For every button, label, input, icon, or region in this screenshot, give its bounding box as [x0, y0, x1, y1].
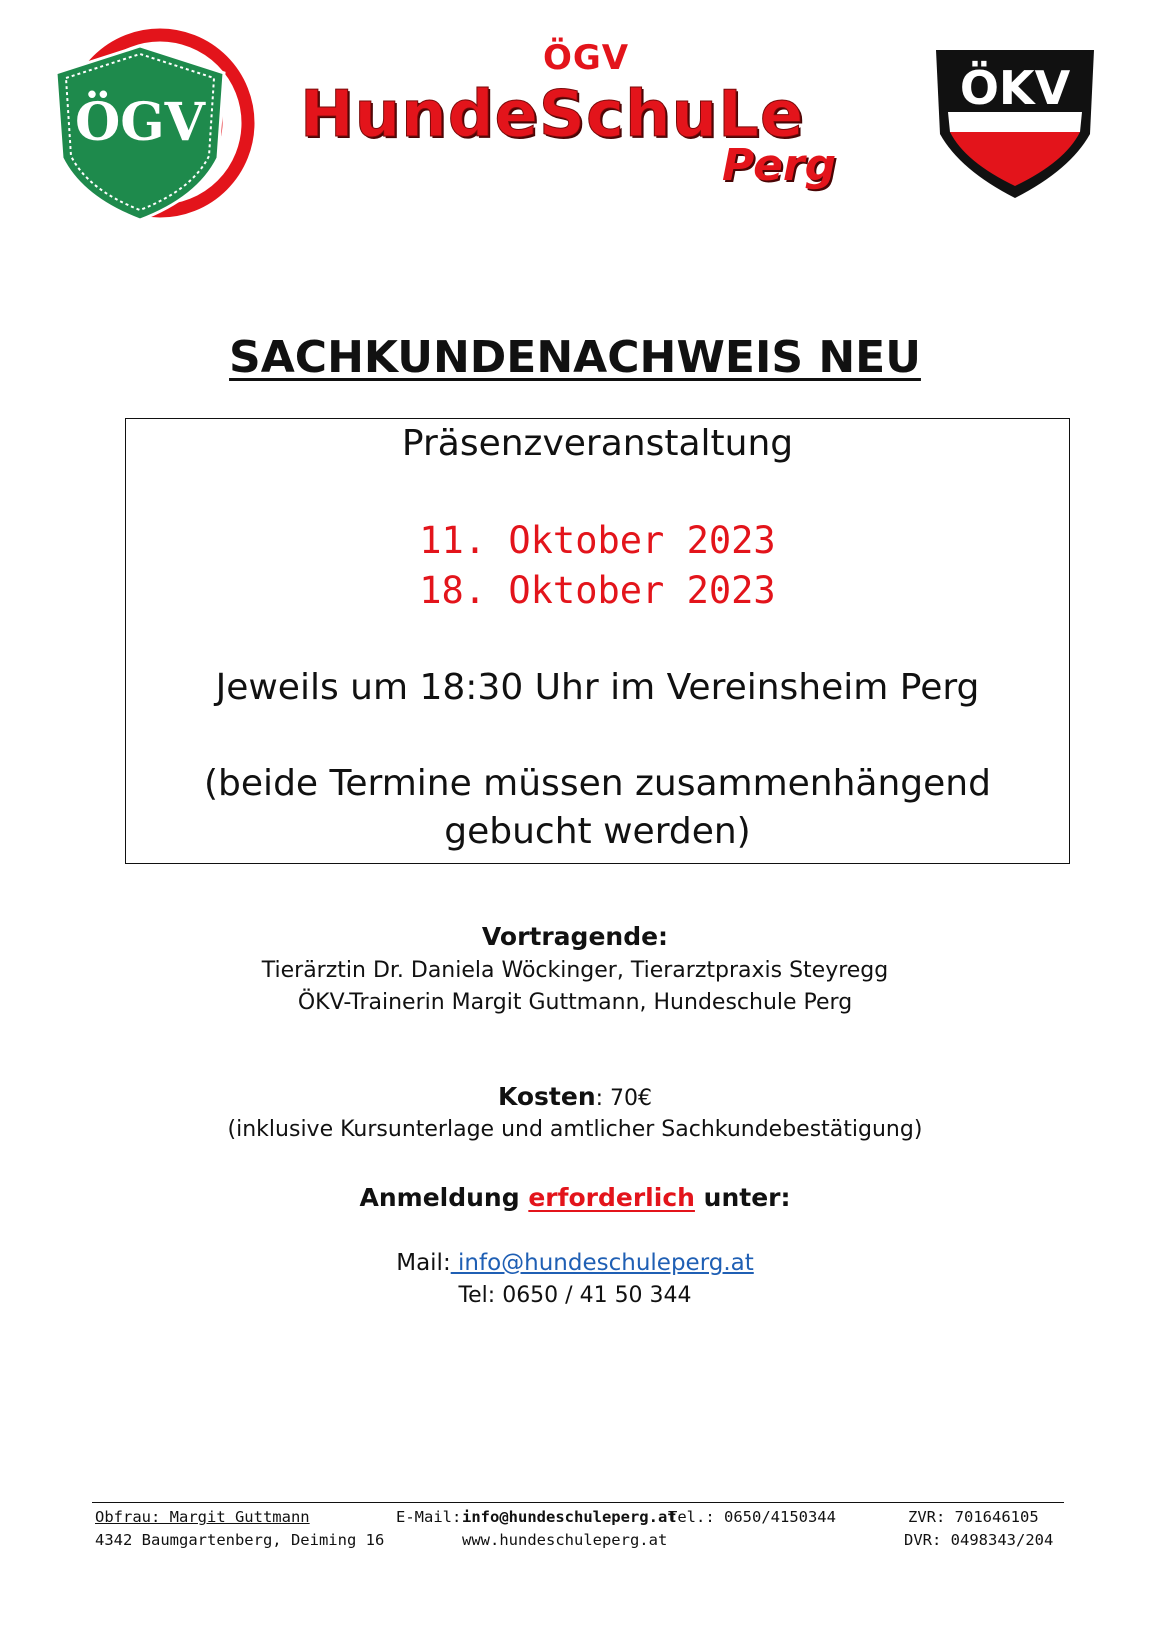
registration-suffix: unter:: [694, 1183, 791, 1212]
event-date-1: 11. Oktober 2023: [419, 519, 776, 562]
cost-label: Kosten: [497, 1082, 596, 1111]
mail-link[interactable]: info@hundeschuleperg.at: [450, 1250, 754, 1276]
ogv-logo: [48, 28, 258, 228]
brand-name: HundeSchuLe: [300, 78, 805, 152]
okv-logo-letters: ÖKV: [959, 61, 1071, 115]
event-note-line-2: gebucht werden): [444, 811, 751, 852]
footer-email-link[interactable]: info@hundeschuleperg.at: [462, 1508, 677, 1526]
cost-note: (inklusive Kursunterlage und amtlicher Sachkundebestätigung): [227, 1117, 923, 1142]
footer-address: 4342 Baumgartenberg, Deiming 16: [95, 1531, 385, 1549]
okv-logo: [930, 42, 1100, 202]
footer-chair: Obfrau: Margit Guttmann: [95, 1508, 310, 1526]
event-box: [125, 418, 1070, 864]
footer-email-label: E-Mail:: [396, 1508, 462, 1526]
cost-line: [0, 1082, 1150, 1111]
page-title-text: SACHKUNDENACHWEIS NEU: [229, 332, 921, 383]
speaker-item: ÖKV-Trainerin Margit Guttmann, Hundeschule Perg: [297, 990, 853, 1015]
footer-tel: Tel.: 0650/4150344: [668, 1508, 836, 1526]
brand-ogv-label: ÖGV: [543, 38, 630, 78]
event-date-2: 18. Oktober 2023: [419, 569, 776, 612]
footer-website-link[interactable]: www.hundeschuleperg.at: [462, 1531, 668, 1549]
footer-dvr: DVR: 0498343/204: [904, 1531, 1054, 1549]
mail-label: Mail:: [396, 1250, 451, 1276]
event-time-location: Jeweils um 18:30 Uhr im Vereinsheim Perg: [215, 667, 980, 708]
registration-heading: [0, 1183, 1150, 1212]
registration-prefix: Anmeldung: [359, 1183, 529, 1212]
cost-separator: :: [595, 1086, 611, 1111]
brand-location: Perg: [722, 140, 837, 191]
footer-zvr: ZVR: 701646105: [908, 1508, 1039, 1526]
cost-value: 70€: [610, 1086, 653, 1111]
ogv-logo-letters: ÖGV: [74, 92, 206, 153]
tel-line: Tel: 0650 / 41 50 344: [458, 1283, 692, 1308]
page-title: [0, 332, 1150, 383]
speakers-heading: Vortragende:: [481, 922, 669, 951]
footer-divider: [92, 1502, 1064, 1503]
mail-line: [0, 1250, 1150, 1276]
event-format: Präsenzveranstaltung: [401, 423, 794, 464]
speaker-item: Tierärztin Dr. Daniela Wöckinger, Tierarztpraxis Steyregg: [261, 958, 889, 983]
event-note-line-1: (beide Termine müssen zusammenhängend: [204, 763, 991, 804]
registration-required: erforderlich: [528, 1183, 695, 1212]
